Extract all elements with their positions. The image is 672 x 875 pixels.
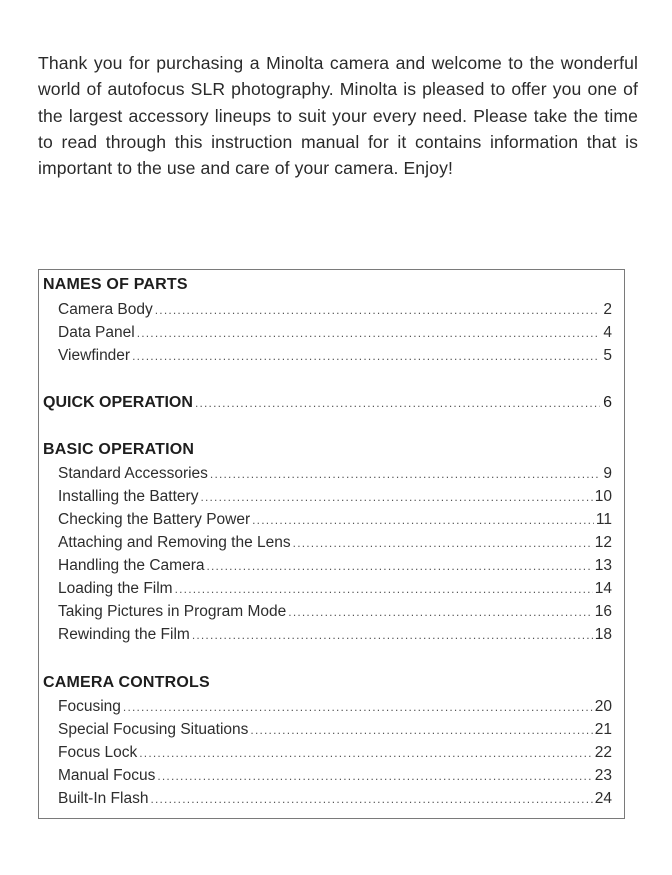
toc-entry-loading-film[interactable] (58, 577, 612, 600)
toc-entry-page: 9 (603, 465, 612, 482)
toc-entry-page: 22 (594, 744, 612, 761)
dot-leader (175, 578, 593, 601)
section-title-names-of-parts: NAMES OF PARTS (43, 276, 188, 293)
toc-entry-installing-battery[interactable] (58, 485, 612, 508)
toc-entry-page: 11 (595, 511, 612, 528)
dot-leader (155, 299, 600, 322)
dot-leader (210, 463, 600, 486)
toc-entry-label: Special Focusing Situations (58, 721, 249, 738)
dot-leader (150, 788, 592, 811)
toc-entry-label: Viewfinder (58, 347, 131, 364)
toc-entry-data-panel[interactable] (58, 321, 612, 344)
toc-entry-page: 10 (594, 488, 612, 505)
toc-entry-label: Rewinding the Film (58, 626, 190, 643)
toc-entry-label: Focusing (58, 698, 121, 715)
toc-entry-label: Installing the Battery (58, 488, 199, 505)
toc-entry-label: Taking Pictures in Program Mode (58, 603, 287, 620)
toc-entry-label: Checking the Battery Power (58, 511, 251, 528)
toc-entry-camera-body[interactable] (58, 298, 612, 321)
section-title-basic-operation: BASIC OPERATION (43, 441, 195, 458)
toc-entry-handling-camera[interactable] (58, 554, 612, 577)
table-of-contents (38, 269, 625, 819)
toc-entry-page: 14 (594, 580, 612, 597)
toc-entry-label: Standard Accessories (58, 465, 208, 482)
dot-leader (288, 601, 592, 624)
toc-entry-label: Camera Body (58, 301, 153, 318)
toc-entry-page: 2 (603, 301, 612, 318)
toc-entry-page: 4 (603, 324, 612, 341)
toc-entry-program-mode[interactable] (58, 600, 612, 623)
toc-entry-label: QUICK OPERATION (43, 394, 193, 411)
toc-entry-label: Data Panel (58, 324, 135, 341)
dot-leader (252, 509, 594, 532)
dot-leader (250, 719, 592, 742)
toc-entry-page: 13 (594, 557, 612, 574)
section-title-camera-controls: CAMERA CONTROLS (43, 674, 210, 691)
toc-entry-label: Manual Focus (58, 767, 156, 784)
toc-entry-page: 16 (594, 603, 612, 620)
dot-leader (139, 742, 592, 765)
toc-entry-label: Focus Lock (58, 744, 138, 761)
toc-entry-focusing[interactable] (58, 695, 612, 718)
toc-entry-label: Handling the Camera (58, 557, 205, 574)
toc-entry-label: Attaching and Removing the Lens (58, 534, 291, 551)
toc-entry-page: 18 (594, 626, 612, 643)
dot-leader (132, 345, 600, 368)
toc-entry-viewfinder[interactable] (58, 344, 612, 367)
dot-leader (137, 322, 600, 345)
toc-entry-attaching-removing-lens[interactable] (58, 531, 612, 554)
toc-entry-page: 20 (594, 698, 612, 715)
toc-entry-page: 23 (594, 767, 612, 784)
dot-leader (293, 532, 593, 555)
toc-entry-page: 5 (603, 347, 612, 364)
toc-entry-label: Loading the Film (58, 580, 173, 597)
toc-entry-page: 24 (594, 790, 612, 807)
intro-paragraph: Thank you for purchasing a Minolta camera and welcome to the wonderful world of autofocus SLR photography. Minolta is pleased to offer you one of the largest accessory lineups to suit your every need. Please take the time to read through this instruction manual for it contains information that is important to the use and care of your camera. Enjoy! (38, 53, 638, 179)
toc-entry-built-in-flash[interactable] (58, 787, 612, 810)
dot-leader (123, 696, 593, 719)
toc-entry-focus-lock[interactable] (58, 741, 612, 764)
toc-entry-checking-battery-power[interactable] (58, 508, 612, 531)
toc-entry-page: 6 (603, 394, 612, 411)
dot-leader (157, 765, 592, 788)
toc-entry-rewinding-film[interactable] (58, 623, 612, 646)
toc-entry-page: 21 (594, 721, 612, 738)
toc-entry-special-focusing[interactable] (58, 718, 612, 741)
toc-entry-standard-accessories[interactable] (58, 462, 612, 485)
toc-entry-label: Built-In Flash (58, 790, 149, 807)
toc-entry-page: 12 (594, 534, 612, 551)
toc-entry-quick-operation[interactable] (43, 391, 612, 414)
dot-leader (200, 486, 592, 509)
toc-entry-manual-focus[interactable] (58, 764, 612, 787)
dot-leader (192, 624, 593, 647)
dot-leader (206, 555, 592, 578)
dot-leader (195, 392, 600, 415)
